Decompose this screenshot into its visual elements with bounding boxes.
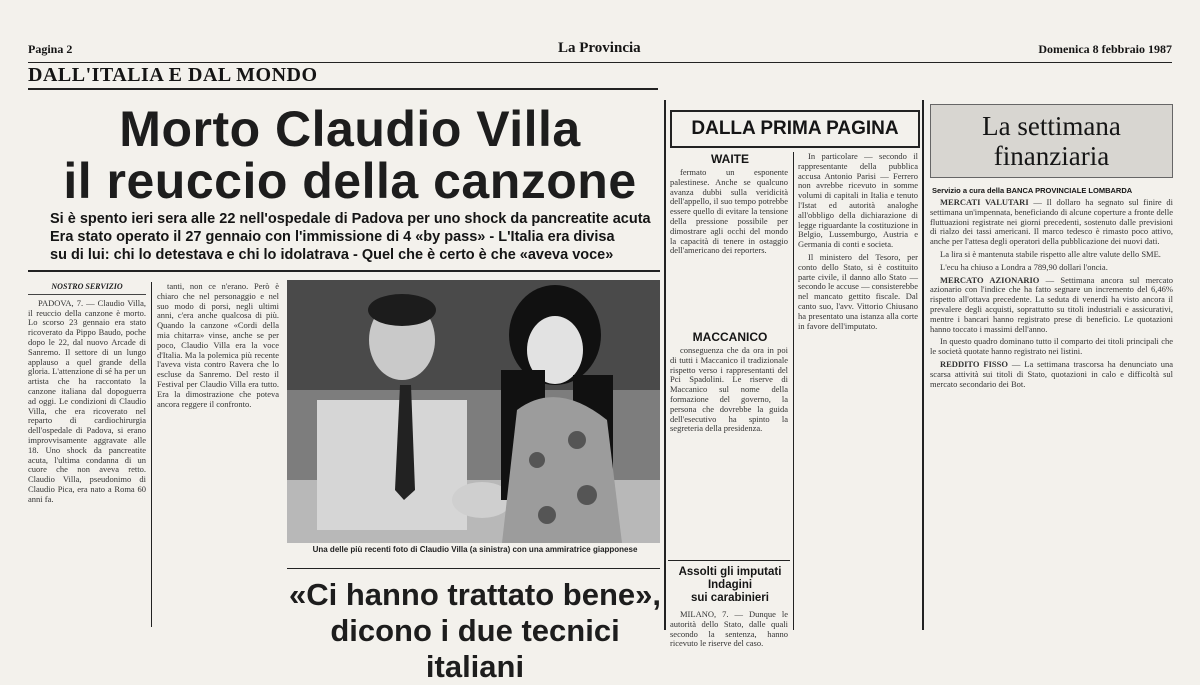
finance-label-valutari: MERCATI VALUTARI: [940, 197, 1029, 207]
masthead: La Provincia: [558, 40, 641, 56]
story-assolti-text: [670, 609, 788, 649]
column-divider: [922, 100, 924, 630]
column-divider: [151, 282, 152, 627]
story-rule: [668, 560, 790, 561]
story-title-waite: WAITE: [711, 152, 749, 166]
finance-label-reddito: REDDITO FISSO: [940, 358, 1008, 369]
finance-text-reddito: La settimana trascorsa ha denunciato una scarsa attività sui titoli di Stato, quotazioni in calo e difficoltà sul mercato secondario dei Bot.: [930, 358, 1173, 389]
column-divider: [664, 100, 666, 630]
page-header: [28, 40, 1172, 63]
story-maccanico-continued-paragraph: Il ministero del Tesoro, per conto dello Stato, si è costituito parte civile, il danno allo Stato — secondo le accuse — consisterebbe nel mancato gettito fiscale. Dal canto suo, l'avv. Vittorio Chiusano ha presentato una istanza alla corte in favore dell'imputato.: [798, 251, 918, 331]
caption-rule: [287, 568, 660, 569]
prima-pagina-box: DALLA PRIMA PAGINA: [670, 110, 920, 148]
secondary-headline: [285, 577, 665, 685]
date-line: Domenica 8 febbraio 1987: [1038, 42, 1172, 56]
section-title: DALL'ITALIA E DAL MONDO: [28, 64, 658, 90]
article-column-2: [157, 282, 279, 627]
story-maccanico-paragraph: conseguenza che da ora in poi di tutti i Maccanico il tradizionale rispetto verso i rappresentanti del Pci Spadolini. Le riserve di Maccanico sul nome della formazione del governo, la persona che dovrebbe la guida dell'esecutivo ha spinto la segreteria della presidenza.: [670, 345, 788, 434]
page-number: Pagina 2: [28, 42, 73, 56]
column-1-text: PADOVA, 7. — Claudio Villa, il reuccio della canzone è morto. Lo scorso 23 gennaio era stato ricoverato da Pippo Baudo, poche dopo le 22, dal nuovo Arcade di Sanremo. Il settore di un lungo applauso a quel grande della gloria. L'attenzione di sé ha per un artista che ha raccontato la canzone italiana dal dopoguerra ad oggi. Le condizioni di Claudio Villa, che era ricoverato nel reparto di cardiochirurgia dell'ospedale di Padova, si erano improvvisamente aggravate alle 18. Uno shock da pancreatite acuta, l'ultima condanna di un cuore che non aveva retto. Claudio Villa, pseudonimo di Claudio Pica, era nato a Roma 60 anni fa.: [28, 297, 146, 504]
headline-line-1: Morto Claudio Villa: [119, 101, 581, 157]
headline-line-2: il reuccio della canzone: [63, 153, 637, 209]
story-title-assolti: [670, 566, 790, 605]
story-waite-continued: [798, 152, 918, 442]
finance-text-ecu: L'ecu ha chiuso a Londra a 789,90 dollari l'oncia.: [940, 261, 1108, 272]
article-column-1: [28, 282, 146, 627]
secondary-headline-line-2: dicono i due tecnici italiani: [330, 613, 620, 684]
deck-line-3: su di lui: chi lo detestava e chi lo idolatrava - Quel che è certo è che «aveva voce»: [50, 247, 614, 263]
story-title-maccanico: MACCANICO: [692, 330, 768, 344]
finance-text-valutari: Il dollaro ha segnato sul finire di settimana un'impennata, beneficiando di alcune coperture a fronte delle fluttuazioni registrate nei giorni precedenti, sostenuto dalle previsioni di rialzo dei tassi americani. Il marco tedesco è rimasto poco attivo, anche per l'attesa degli operatori della pubblicazione dei nuovi dati.: [930, 197, 1173, 247]
deck-rule: [28, 270, 660, 272]
finance-title-line-1: La settimana: [982, 111, 1121, 141]
story-waite-continued-paragraph: In particolare — secondo il rappresentante della pubblica accusa Antonio Parisi — Ferrero non avrebbe ricevuto in somme volumi di capitali in Italia e tenuto l'Istat ed autorità analoghe all'obbligo della dichiarazione di legge riguardante la costituzione in Belgio, Lussemburgo, Austria e Germania di conti e societa.: [798, 151, 918, 250]
story-assolti-paragraph: MILANO, 7. — Dunque le autorità dello Stato, dalle quali secondo la sentenza, hanno ricevuto le riserve del caso.: [670, 609, 788, 649]
story-maccanico-text: [670, 346, 788, 546]
finance-box-title: [930, 104, 1173, 178]
finance-credit: Servizio a cura della BANCA PROVINCIALE LOMBARDA: [932, 186, 1133, 195]
photo-caption: Una delle più recenti foto di Claudio Villa (a sinistra) con una ammiratrice giapponese: [312, 545, 638, 554]
story-title-assolti-line-3: sui carabinieri: [691, 592, 769, 604]
deck-line-1: Si è spento ieri sera alle 22 nell'ospedale di Padova per uno shock da pancreatite acuta: [50, 211, 651, 227]
story-title-assolti-line-2: Indagini: [707, 579, 753, 591]
finance-text-quadro: In questo quadro dominano tutto il comparto dei titoli principali che le società quotate hanno registrato nei listini.: [930, 336, 1173, 357]
deck-line-2: Era stato operato il 27 gennaio con l'immissione di 4 «by pass» - L'Italia era divisa: [50, 229, 615, 245]
story-waite-text: [670, 168, 788, 316]
byline: NOSTRO SERVIZIO: [28, 282, 146, 295]
finance-title-line-2: finanziaria: [993, 141, 1110, 171]
story-title-assolti-line-1: Assolti gli imputati: [678, 566, 782, 578]
deck: [50, 210, 660, 264]
photo-claudio-villa: [287, 280, 660, 543]
finance-column: MERCATI VALUTARI — Il dollaro ha segnato sul finire di settimana un'impennata, beneficiando di alcune coperture a fronte delle fluttuazioni registrate nei giorni precedenti, sostenuto dalle previsioni di rialzo dei tassi americani. Il marco tedesco è rimasto poco attivo, anche per l'attesa degli operatori della pubblicazione dei nuovi dati. La lira si è mantenuta stabile rispetto alle altre valute dello SME. L'ecu ha chiuso a Londra a 789,90 dollari l'oncia. MERCATO AZIONARIO — Settimana ancora sul mercato azionario con l'indice che ha fatto segnare un incremento del 6,46% rispetto all'ottava precedente. La seduta di venerdì ha visto ancora il prevalere degli acquisti, soprattutto su titoli industriali e assicurativi, mentre i bancari hanno registrato prese di beneficio. Le quotazioni hanno toccato i massimi dell'anno. In questo quadro dominano tutto il comparto dei titoli principali che le società quotate hanno registrato nei listini. REDDITO FISSO — La settimana trascorsa ha denunciato una scarsa attività sui titoli di Stato, quotazioni in calo e difficoltà sul mercato secondario dei Bot.: [930, 197, 1174, 389]
finance-text-lira: La lira si è mantenuta stabile rispetto alle altre valute dello SME.: [940, 248, 1161, 259]
column-divider: [793, 152, 794, 630]
story-waite-paragraph: fermato un esponente palestinese. Anche se qualcuno avanza dubbi sulla veridicità dell'appello, il suo tempo potrebbe essere quello di evitare la tensione della pressione possibile per dimostrare agli occhi del mondo la capacità di tenere in ostaggio dell'americano dei reporters.: [670, 167, 788, 256]
column-2-text: tanti, non ce n'erano. Però è chiaro che nel personaggio e nel suo modo di porsi, negli ultimi anni, c'era anche qualcosa di più. Quando la canzone «Cordi della mia chitarra» vinse, anche se per poco, Claudio Villa era la voce d'Italia. Ma la polemica più recente l'aveva vista contro Ravera che lo escluse da Sanremo. Del resto il Festival per Claudio Villa era tutto. Era la dimostrazione che poteva ancora reggere il confronto.: [157, 281, 279, 409]
finance-label-azionario: MERCATO AZIONARIO: [940, 274, 1040, 285]
finance-text-azionario: Settimana ancora sul mercato azionario con l'indice che ha fatto segnare un incremento del 6,46% rispetto all'ottava precedente. La seduta di venerdì ha visto ancora il prevalere degli acquisti, soprattutto su titoli industriali e assicurativi, mentre i bancari hanno registrato prese di beneficio. Le quotazioni hanno toccato i massimi dell'anno.: [930, 274, 1174, 334]
secondary-headline-line-1: «Ci hanno trattato bene»,: [288, 577, 662, 612]
